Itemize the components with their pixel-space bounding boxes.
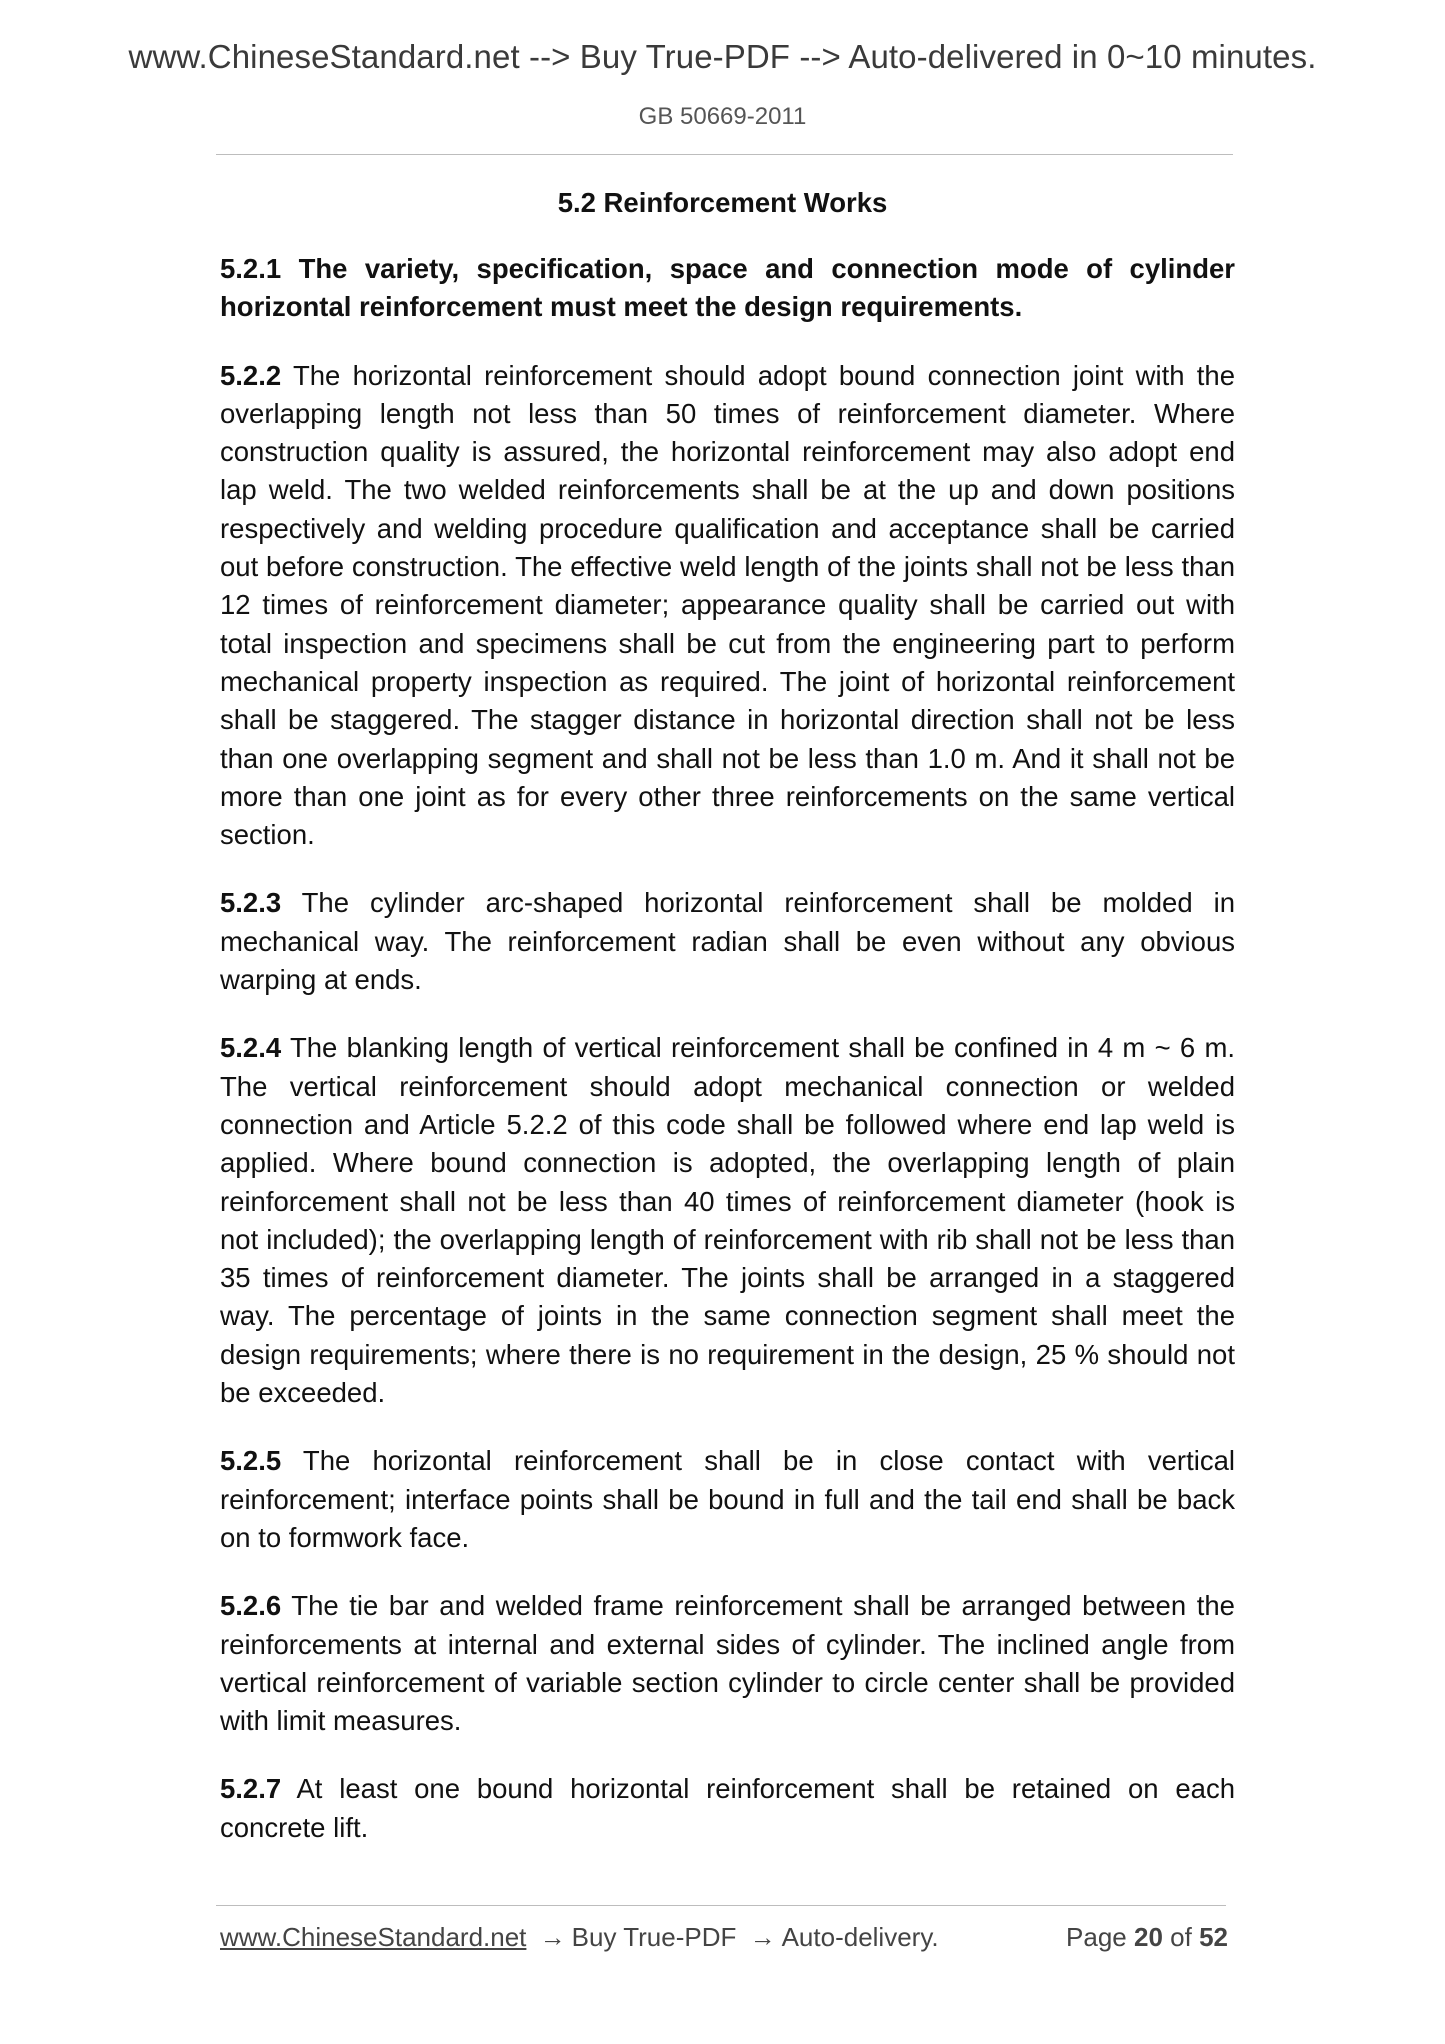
clause-number: 5.2.2 bbox=[220, 359, 282, 391]
clause-5-2-4 bbox=[220, 1029, 1235, 1412]
clause-number: 5.2.7 bbox=[220, 1773, 282, 1805]
clause-number: 5.2.1 bbox=[220, 253, 282, 284]
page-total: 52 bbox=[1199, 1922, 1228, 1952]
page-label: Page bbox=[1066, 1922, 1127, 1952]
clause-text: The cylinder arc-shaped horizontal reinforcement shall be molded in mechanical way. The reinforcement radian shall be even without any obvious warping at ends. bbox=[220, 887, 1235, 996]
clause-text: At least one bound horizontal reinforcement shall be retained on each concrete lift. bbox=[220, 1773, 1236, 1843]
clause-text: The tie bar and welded frame reinforcement shall be arranged between the reinforcements at internal and external sides of cylinder. The inclined angle from vertical reinforcement of variable section cylinder to circle center shall be provided with limit measures. bbox=[220, 1590, 1235, 1737]
top-banner: www.ChineseStandard.net --> Buy True-PDF --> Auto-delivered in 0~10 minutes. bbox=[128, 38, 1317, 75]
page-of-label: of bbox=[1170, 1922, 1192, 1952]
buy-pdf-text: Buy True-PDF bbox=[571, 1922, 737, 1952]
clause-5-2-1 bbox=[220, 250, 1235, 327]
clause-5-2-3 bbox=[220, 884, 1235, 999]
website-link[interactable]: www.ChineseStandard.net bbox=[220, 1922, 527, 1952]
clause-5-2-5 bbox=[220, 1442, 1235, 1557]
page-current: 20 bbox=[1134, 1922, 1163, 1952]
footer-divider bbox=[216, 1905, 1226, 1906]
document-body bbox=[220, 250, 1235, 1877]
clause-5-2-2 bbox=[220, 357, 1235, 855]
header-divider bbox=[216, 154, 1233, 155]
section-title: 5.2 Reinforcement Works bbox=[557, 187, 888, 218]
clause-5-2-6 bbox=[220, 1587, 1235, 1740]
clause-number: 5.2.6 bbox=[220, 1590, 282, 1622]
auto-delivery-text: Auto-delivery. bbox=[781, 1922, 939, 1952]
clause-text: The variety, specification, space and connection mode of cylinder horizontal reinforcement must meet the design requirements. bbox=[220, 253, 1236, 323]
arrow-right-icon: → bbox=[539, 1922, 566, 1952]
clause-text: The blanking length of vertical reinforcement shall be confined in 4 m ~ 6 m. The vertical reinforcement should adopt mechanical connection or welded connection and Article 5.2.2 of this code shall be followed where end lap weld is applied. Where bound connection is adopted, the overlapping length of plain reinforcement shall not be less than 40 times of reinforcement diameter (hook is not included); the overlapping length of reinforcement with rib shall not be less than 35 times of reinforcement diameter. The joints shall be arranged in a staggered way. The percentage of joints in the same connection segment shall meet the design requirements; where there is no requirement in the design, 25 % should not be exceeded. bbox=[220, 1032, 1235, 1409]
clause-text: The horizontal reinforcement should adopt bound connection joint with the overlapping length not less than 50 times of reinforcement diameter. Where construction quality is assured, the horizontal reinforcement may also adopt end lap weld. The two welded reinforcements shall be at the up and down positions respectively and welding procedure qualification and acceptance shall be carried out before construction. The effective weld length of the joints shall not be less than 12 times of reinforcement diameter; appearance quality shall be carried out with total inspection and specimens shall be cut from the engineering part to perform mechanical property inspection as required. The joint of horizontal reinforcement shall be staggered. The stagger distance in horizontal direction shall not be less than one overlapping segment and shall not be less than 1.0 m. And it shall not be more than one joint as for every other three reinforcements on the same vertical section. bbox=[220, 359, 1236, 851]
footer-promo bbox=[220, 1922, 939, 1953]
clause-number: 5.2.5 bbox=[220, 1445, 282, 1477]
arrow-right-icon: → bbox=[749, 1922, 776, 1952]
clause-number: 5.2.3 bbox=[220, 887, 282, 919]
clause-5-2-7 bbox=[220, 1770, 1235, 1847]
page-indicator bbox=[1066, 1922, 1228, 1953]
clause-number: 5.2.4 bbox=[220, 1032, 282, 1064]
clause-text: The horizontal reinforcement shall be in close contact with vertical reinforcement; interface points shall be bound in full and the tail end shall be back on to formwork face. bbox=[220, 1445, 1235, 1553]
standard-code: GB 50669-2011 bbox=[638, 103, 807, 130]
